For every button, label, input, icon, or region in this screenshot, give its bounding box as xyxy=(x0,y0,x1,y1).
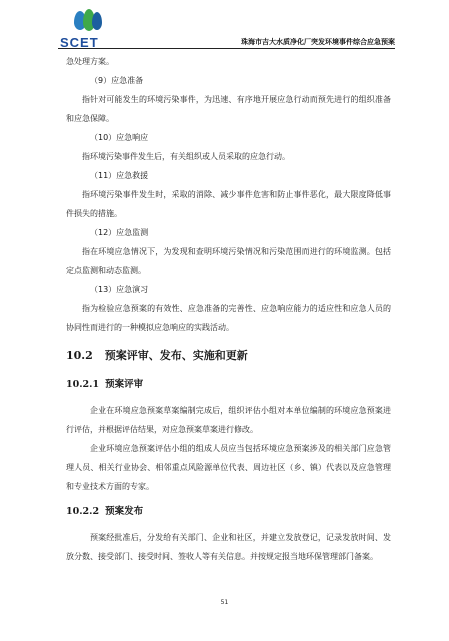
paragraph: 指环境污染事件发生后，有关组织或人员采取的应急行动。 xyxy=(82,152,290,161)
subsection-title: （12）应急监测 xyxy=(90,228,149,237)
section-heading xyxy=(66,346,391,366)
paragraph: 预案经批准后，分发给有关部门、企业和社区，并建立发放登记，记录发放时间、发放分数、接受部门、接受时间、签收人等有关信息。并按规定报当地环保管理部门备案。 xyxy=(66,533,391,561)
section-number: 10.2 xyxy=(66,349,93,362)
water-drops-icon xyxy=(74,9,104,33)
logo-text: SCET xyxy=(60,35,99,50)
page-body xyxy=(66,52,391,566)
section-title: 预案评审、发布、实施和更新 xyxy=(104,349,248,362)
company-logo xyxy=(60,9,112,50)
subsection-title: （9）应急准备 xyxy=(90,76,144,85)
subsection-title: （10）应急响应 xyxy=(90,133,149,142)
paragraph: 企业环境应急预案评估小组的组成人员应当包括环境应急预案涉及的相关部门应急管理人员、相关行业协会、相邻重点风险源单位代表、周边社区（乡、镇）代表以及应急管理和专业技术方面的专家。 xyxy=(66,444,391,491)
paragraph: 指针对可能发生的环境污染事件，为迅速、有序地开展应急行动而预先进行的组织准备和应急保障。 xyxy=(66,95,391,123)
subsection-title: （13）应急演习 xyxy=(90,285,149,294)
subsection-number: 10.2.1 xyxy=(66,379,100,390)
subsection-heading-title: 预案评审 xyxy=(105,379,144,390)
paragraph: 指在环境应急情况下，为发现和查明环境污染情况和污染范围而进行的环境监测。包括定点监测和动态监测。 xyxy=(66,247,391,275)
subsection-title: （11）应急救援 xyxy=(90,171,149,180)
paragraph: 企业在环境应急预案草案编制完成后，组织评估小组对本单位编制的环境应急预案进行评估，并根据评估结果，对应急预案草案进行修改。 xyxy=(66,406,391,434)
subsection-heading xyxy=(66,502,391,522)
page-number: 51 xyxy=(220,599,229,606)
subsection-heading-title: 预案发布 xyxy=(105,506,144,517)
paragraph: 指环境污染事件发生时，采取的消除、减少事件危害和防止事件恶化，最大限度降低事件损失的措施。 xyxy=(66,190,391,218)
header-divider xyxy=(58,48,395,49)
subsection-heading xyxy=(66,375,391,395)
subsection-number: 10.2.2 xyxy=(66,506,100,517)
header-title: 珠海市吉大水质净化厂突发环境事件综合应急预案 xyxy=(241,38,395,46)
paragraph: 指为检验应急预案的有效性、应急准备的完善性、应急响应能力的适应性和应急人员的协同性而进行的一种模拟应急响应的实践活动。 xyxy=(66,304,391,332)
paragraph: 急处理方案。 xyxy=(66,57,114,66)
